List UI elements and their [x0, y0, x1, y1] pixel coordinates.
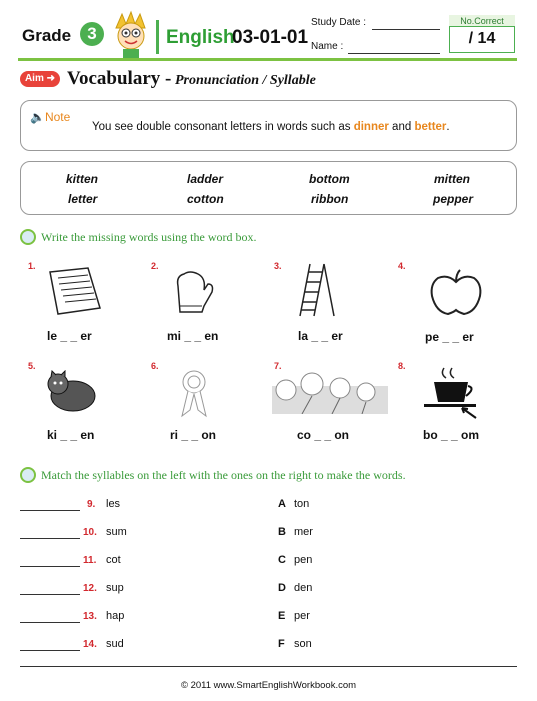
item-number: 9.: [87, 499, 96, 510]
word-box-item: pepper: [433, 192, 474, 206]
study-date-label: Study Date :: [311, 17, 367, 28]
left-syllable: sup: [106, 582, 124, 594]
name-label: Name :: [311, 41, 344, 52]
missing-word-blank[interactable]: ki _ _ en: [47, 428, 95, 442]
answer-field[interactable]: [20, 538, 80, 539]
item-number: 1.: [28, 261, 36, 271]
word-box-item: ribbon: [311, 192, 349, 206]
right-letter: A: [278, 498, 286, 510]
missing-word-blank[interactable]: la _ _ er: [298, 329, 343, 343]
right-letter: D: [278, 582, 286, 594]
letter-icon: [44, 266, 106, 316]
answer-field[interactable]: [20, 566, 80, 567]
instruction-1: Write the missing words using the word box.: [41, 230, 257, 244]
word-box-item: bottom: [309, 172, 350, 186]
missing-word-blank[interactable]: pe _ _ er: [425, 330, 474, 344]
word-box-item: kitten: [66, 172, 99, 186]
item-number: 10.: [83, 527, 97, 538]
left-syllable: hap: [106, 610, 125, 622]
right-syllable: per: [294, 610, 310, 622]
word-box-item: cotton: [187, 192, 224, 206]
word-box-item: mitten: [434, 172, 470, 186]
name-field[interactable]: [348, 53, 440, 54]
word-box: [20, 161, 517, 215]
left-syllable: les: [106, 498, 121, 510]
right-letter: E: [278, 610, 286, 622]
instruction-2: Match the syllables on the left with the ones on the right to make the words.: [41, 468, 406, 482]
answer-field[interactable]: [20, 622, 80, 623]
item-number: 4.: [398, 261, 406, 271]
section-title: Vocabulary -: [67, 68, 172, 89]
answer-field[interactable]: [20, 510, 80, 511]
right-syllable: mer: [294, 526, 313, 538]
mitten-icon: [168, 266, 216, 316]
left-syllable: cot: [106, 554, 121, 566]
missing-word-blank[interactable]: bo _ _ om: [423, 428, 480, 442]
right-syllable: ton: [294, 498, 310, 510]
footer-rule: [20, 666, 517, 667]
magnifier-icon: [20, 467, 36, 483]
item-number: 6.: [151, 361, 159, 371]
apple-icon: [428, 268, 484, 318]
item-number: 11.: [83, 555, 97, 566]
item-number: 8.: [398, 361, 406, 371]
item-number: 14.: [83, 639, 97, 650]
magnifier-icon: [20, 229, 36, 245]
right-syllable: pen: [294, 554, 313, 566]
item-number: 13.: [83, 611, 97, 622]
left-syllable: sum: [106, 526, 127, 538]
cotton-icon: [272, 372, 388, 414]
subject-title: English: [166, 27, 235, 48]
answer-field[interactable]: [20, 594, 80, 595]
worksheet-code: 03-01-01: [232, 27, 309, 48]
item-number: 2.: [151, 261, 159, 271]
mascot-icon: [108, 10, 154, 62]
grade-number-badge: 3: [80, 22, 104, 46]
item-number: 7.: [274, 361, 282, 371]
left-syllable: sud: [106, 638, 124, 650]
grade-label: Grade: [22, 26, 72, 45]
note-text: You see double consonant letters in words such as dinner and better.: [92, 121, 450, 133]
right-letter: C: [278, 554, 286, 566]
missing-word-blank[interactable]: ri _ _ on: [170, 428, 217, 442]
aim-badge: Aim ➜: [20, 71, 60, 87]
ribbon-icon: [176, 368, 212, 418]
score-value: / 14: [468, 30, 496, 47]
cup-icon: [420, 366, 482, 420]
cat-icon: [46, 370, 96, 414]
speaker-icon: 🔈: [30, 110, 45, 124]
header-rule: [18, 58, 517, 61]
word-box-item: letter: [68, 192, 98, 206]
note-label: 🔈Note: [30, 110, 71, 124]
item-number: 3.: [274, 261, 282, 271]
right-letter: F: [278, 638, 285, 650]
answer-field[interactable]: [20, 650, 80, 651]
missing-word-blank[interactable]: co _ _ on: [297, 428, 350, 442]
item-number: 5.: [28, 361, 36, 371]
right-syllable: son: [294, 638, 312, 650]
word-box-item: ladder: [187, 172, 224, 186]
right-letter: B: [278, 526, 286, 538]
missing-word-blank[interactable]: le _ _ er: [47, 329, 92, 343]
header-divider: [156, 20, 159, 54]
ladder-icon: [296, 262, 338, 318]
missing-word-blank[interactable]: mi _ _ en: [167, 329, 219, 343]
no-correct-label: No.Correct: [449, 15, 515, 27]
item-number: 12.: [83, 583, 97, 594]
section-subtitle: Pronunciation / Syllable: [175, 73, 316, 88]
study-date-field[interactable]: [372, 29, 440, 30]
copyright-footer: © 2011 www.SmartEnglishWorkbook.com: [180, 680, 357, 691]
right-syllable: den: [294, 582, 313, 594]
